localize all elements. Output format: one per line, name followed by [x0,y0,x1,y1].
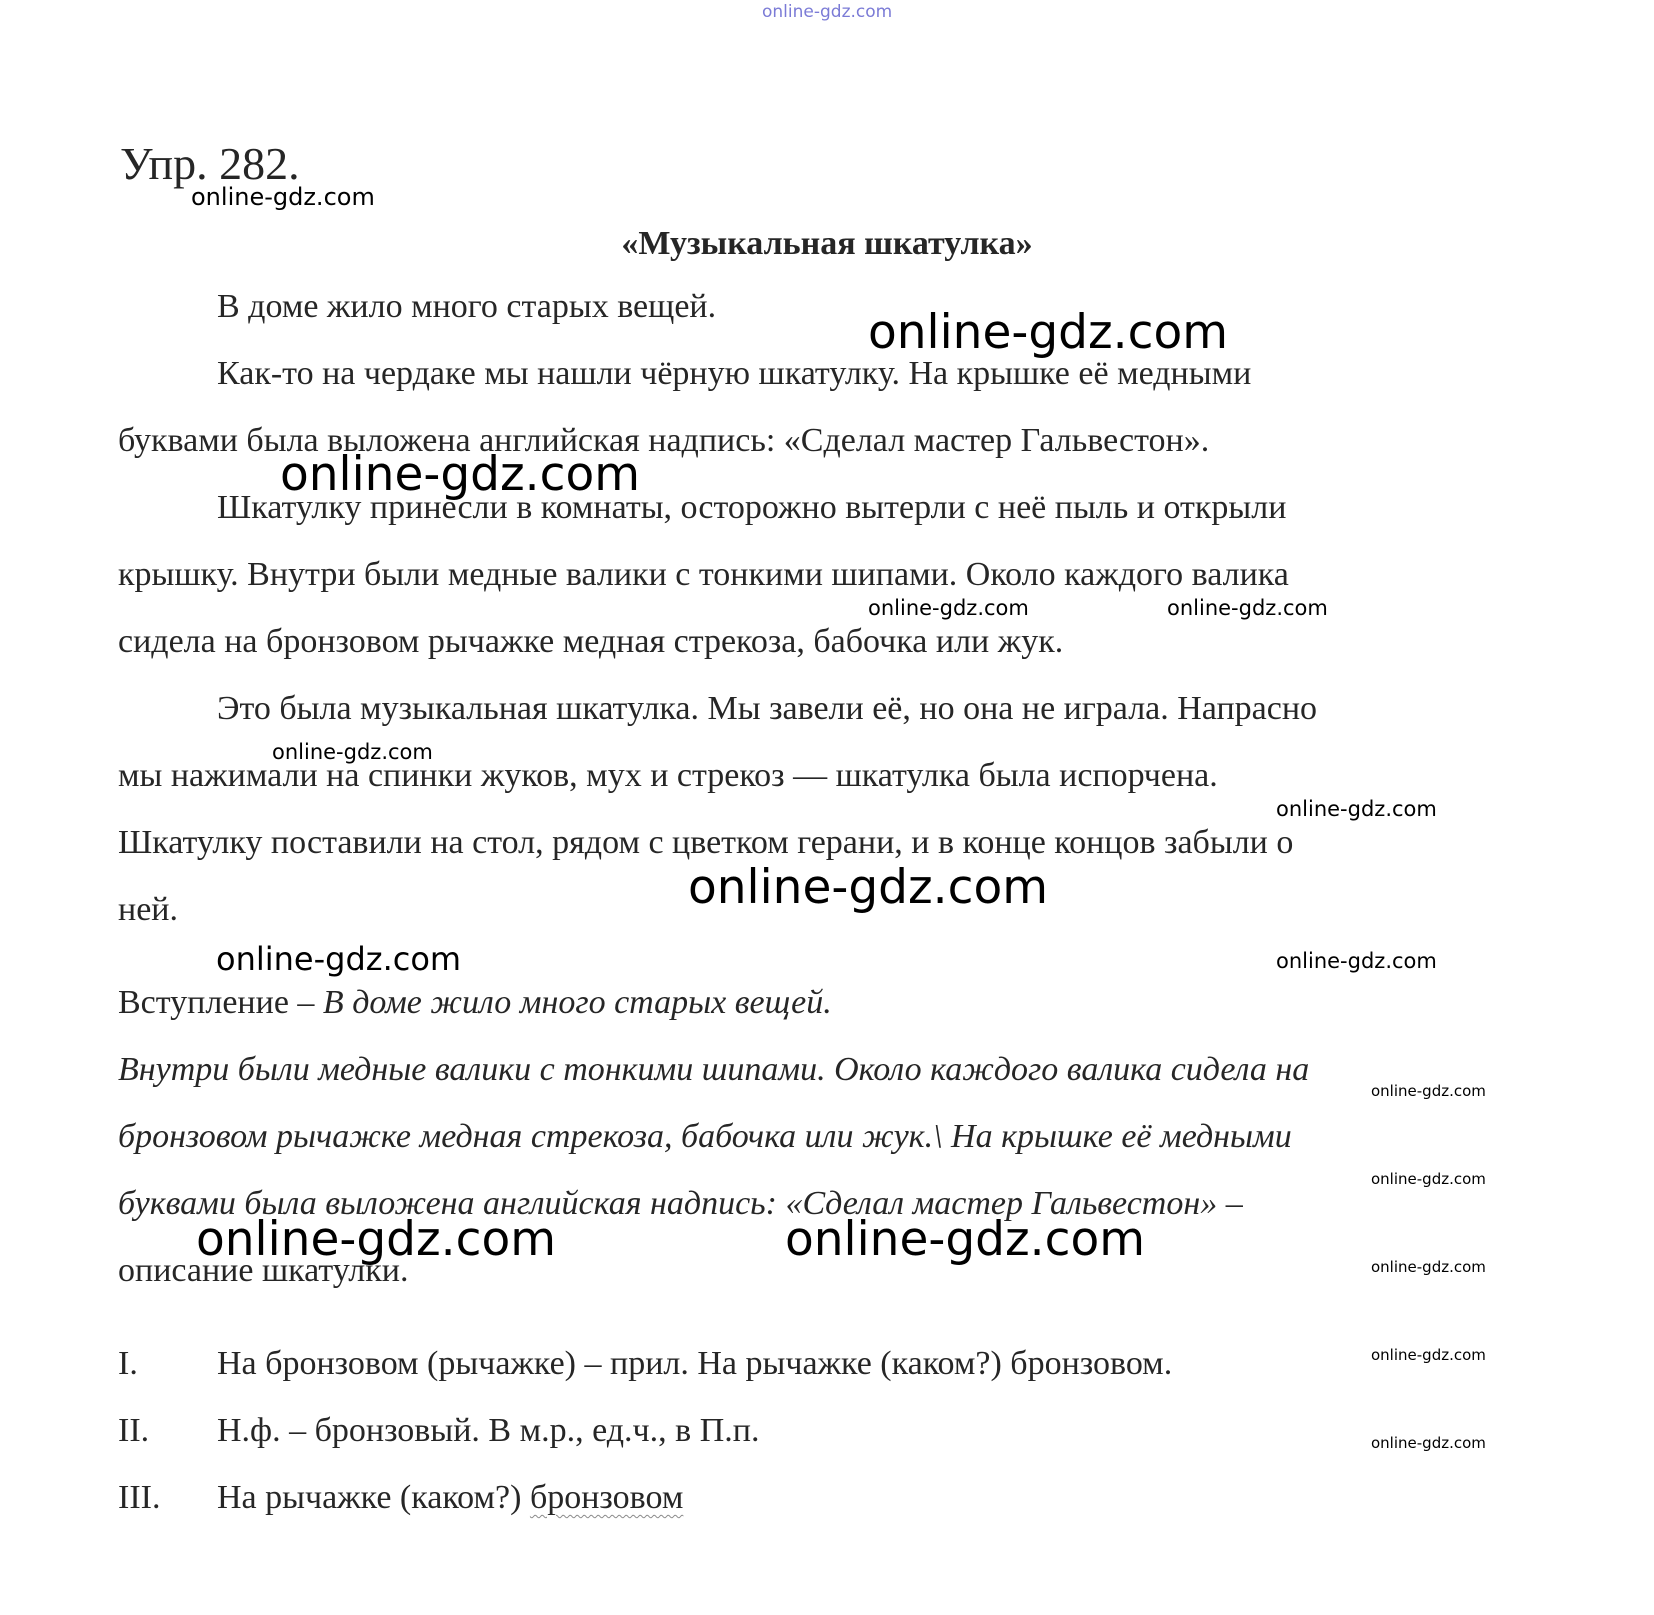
parse-text-3-plain: На рычажке (каком?) [217,1479,530,1516]
desc-line-3-italic: буквами была выложена английская надпись: «Сделал мастер Гальвестон» [118,1185,1218,1222]
parse-num-3: III. [118,1479,161,1516]
story-line-5: крышку. Внутри были медные валики с тонкими шипами. Около каждого валика [118,556,1289,593]
watermark: online-gdz.com [196,1212,556,1267]
parse-text-2: Н.ф. – бронзовый. В м.р., ед.ч., в П.п. [217,1412,760,1449]
watermark: online-gdz.com [1371,1258,1486,1276]
watermark: online-gdz.com [280,447,640,502]
story-title: «Музыкальная шкатулка» [621,225,1033,262]
watermark: online-gdz.com [1371,1434,1486,1452]
watermark: online-gdz.com [868,596,1029,620]
watermark-top: online-gdz.com [762,2,893,22]
watermark: online-gdz.com [868,305,1228,360]
watermark: online-gdz.com [785,1212,1145,1267]
watermark: online-gdz.com [272,740,433,764]
watermark: online-gdz.com [1371,1346,1486,1364]
story-line-9: Шкатулку поставили на стол, рядом с цветком герани, и в конце концов забыли о [118,824,1294,861]
watermark: online-gdz.com [1371,1170,1486,1188]
intro-line [118,984,832,1022]
story-line-6: сидела на бронзовом рычажке медная стрекоза, бабочка или жук. [118,623,1064,660]
watermark: online-gdz.com [1167,596,1328,620]
exercise-title: Упр. 282. [120,138,300,189]
intro-label: Вступление – [118,984,323,1021]
story-line-3: буквами была выложена английская надпись: «Сделал мастер Гальвестон». [118,422,1210,459]
intro-quote: В доме жило много старых вещей. [322,984,832,1021]
story-line-10: ней. [118,891,178,928]
parse-text-3-underlined: бронзовом [529,1479,684,1516]
watermark: online-gdz.com [1276,949,1437,973]
parse-num-2: II. [118,1412,150,1449]
story-line-7: Это была музыкальная шкатулка. Мы завели её, но она не играла. Напрасно [217,690,1318,727]
parse-text-3 [217,1479,683,1517]
desc-line-2: бронзовом рычажке медная стрекоза, бабочка или жук.\ На крышке её медными [118,1118,1292,1155]
watermark: online-gdz.com [1276,797,1437,821]
desc-dash: – [1217,1185,1243,1222]
story-line-4: Шкатулку принесли в комнаты, осторожно вытерли с неё пыль и открыли [217,489,1287,526]
desc-line-1: Внутри были медные валики с тонкими шипами. Около каждого валика сидела на [118,1051,1310,1088]
desc-end: описание шкатулки. [118,1252,409,1289]
parse-text-1: На бронзовом (рычажке) – прил. На рычажке (каком?) бронзовом. [217,1345,1173,1382]
story-line-8: мы нажимали на спинки жуков, мух и стрекоз — шкатулка была испорчена. [118,757,1218,794]
watermark: online-gdz.com [216,940,462,978]
story-line-1: В доме жило много старых вещей. [217,288,717,325]
watermark: online-gdz.com [688,860,1048,915]
parse-num-1: I. [118,1345,138,1382]
watermark: online-gdz.com [191,183,375,211]
story-line-2: Как-то на чердаке мы нашли чёрную шкатулку. На крышке её медными [217,355,1252,392]
watermark: online-gdz.com [1371,1082,1486,1100]
